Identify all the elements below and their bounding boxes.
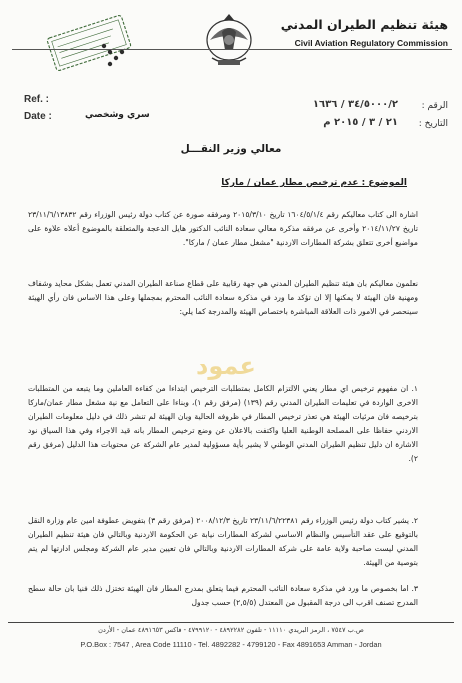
footer-address-arabic: ص.ب ٧٥٤٧ ، الرمز البريدي ١١١١٠ - تلفون ٤٨٩٢٢٨٢ - ٤٧٩٩١٢٠ - فاكس ٤٨٩١٦٥٣ عمان - الأردن [98, 626, 364, 634]
subject-line: الموضوع : عدم ترخيص مطار عمان / ماركا [221, 178, 407, 188]
footer-divider [8, 622, 454, 623]
body-paragraph-3: ١. ان مفهوم ترخيص اي مطار يعني الالتزام الكامل بمتطلبات الترخيص ابتداءا من كفاءة العاملين وما يتبعه من المتطلبات الاخرى الواردة في تعليمات الطيران المدني رقم (١٣٩) (مرفق رقم ١)، وبناءا على التعامل مع نية مشغل مطار عمان/ماركا بترخيصه فان مرئيات الهيئة هي تعذر ترخيص المطار في ظروفه الحالية وبان الهيئة لم تنشر ذلك في دليل معلومات الطيران الاردني حفاظا على المصلحة الوطنية العليا واكتفت بالاعلان عن وضع ترخيص المطار بانه قيد الاجراء وفي هذا السياق نود الاشارة ان دليل تنظيم الطيران المدني الوطني لا يشير بأية مسؤولية لمدير عام الشركة عن محتويات هذا الدليل (مرفق رقم ٢). [28, 384, 418, 463]
ref-value: ٣٤/٥٠٠٠/٢ / ١٦٣٦ [312, 99, 398, 110]
body-paragraph-4: ٢. يشير كتاب دولة رئيس الوزراء رقم ٢٣/١١/٦/٢٢٣٨١ تاريخ ٢٠٠٨/١٢/٣ (مرفق رقم ٣) بتفويض عطوفة امين عام وزارة النقل بالتوقيع على عقد التأسيس والنظام الاساسي لشركة المطارات نيابة عن الحكومة الاردنية وبالتالي فان هيئة تنظيم الطيران المدني ليست صاحبة ولاية عامة على شركة المطارات الاردنية وبالتالي فان تعيين مدير عام الشركة ومجلس ادارتها لم يتم بتوصية من الهيئة. [28, 516, 419, 567]
jordan-emblem-icon [200, 10, 258, 72]
ref-label: Ref. : [24, 94, 49, 105]
body-paragraph-5: ٣. اما بخصوص ما ورد في مذكرة سعادة النائب المحترم فيما يتعلق بمدرج المطار فان الهيئة تختزل ذلك فنيا بان حالة سطح المدرج تصنف اقرب الى درجة المقبول من المعتدل (٢,٥/٥) حسب جدول [28, 584, 418, 607]
classification-label: سري وشخصي [85, 110, 150, 120]
date-label: Date : [24, 111, 52, 122]
watermark: عمود [196, 352, 256, 380]
recipient-title: معالي وزير النقـــل [180, 143, 282, 155]
date-label-arabic: التاريخ : [418, 119, 448, 129]
ministry-stamp [42, 12, 136, 74]
org-name-arabic: هيئة تنظيم الطيران المدني [280, 17, 448, 32]
body-paragraph-1: اشارة الى كتاب معاليكم رقم ١٦٠٤/٥/١/٤ تاريخ ٢٠١٥/٣/١٠ ومرفقه صورة عن كتاب دولة رئيس الوزراء رقم ٢٣/١١/٦/١٣٨٣٢ تاريخ ٢٠١٤/١١/٢٧ وأخرى عن مرفقه مذكرة معالي سعادة النائب الدكتور هايل الدعجة والمتعلقة بالموضوع أعلاه علاوة على مواضيع أخرى تتعلق بشركة المطارات الاردنية "مشغل مطار عمان / ماركا". [28, 210, 419, 247]
body-paragraph-2: نعلمون معاليكم بان هيئة تنظيم الطيران المدني هي جهة رقابية على قطاع صناعة الطيران المدني تعمل بشكل محايد وشفاف ومهنية فان الهيئة لا يمكنها إلا ان تؤكد ما ورد في مذكرة سعادة النائب المحترم بمجملها وعلى هذا الاساس فان رأي الهيئة سينحصر في الامور ذات العلاقة المباشرة باختصاص الهيئة والمدرجة كما يلي: [28, 279, 418, 316]
org-name-english: Civil Aviation Regulatory Commission [294, 38, 448, 48]
footer-address-english: P.O.Box : 7547 , Area Code 11110 - Tel. 4892282 - 4799120 - Fax 4891653 Amman - Jordan [80, 640, 382, 649]
header-divider [12, 49, 452, 50]
stamp-graphic [42, 12, 136, 74]
date-value: ٢١ / ٣ / ٢٠١٥ م [323, 117, 398, 128]
ref-label-arabic: الرقم : [421, 101, 448, 111]
